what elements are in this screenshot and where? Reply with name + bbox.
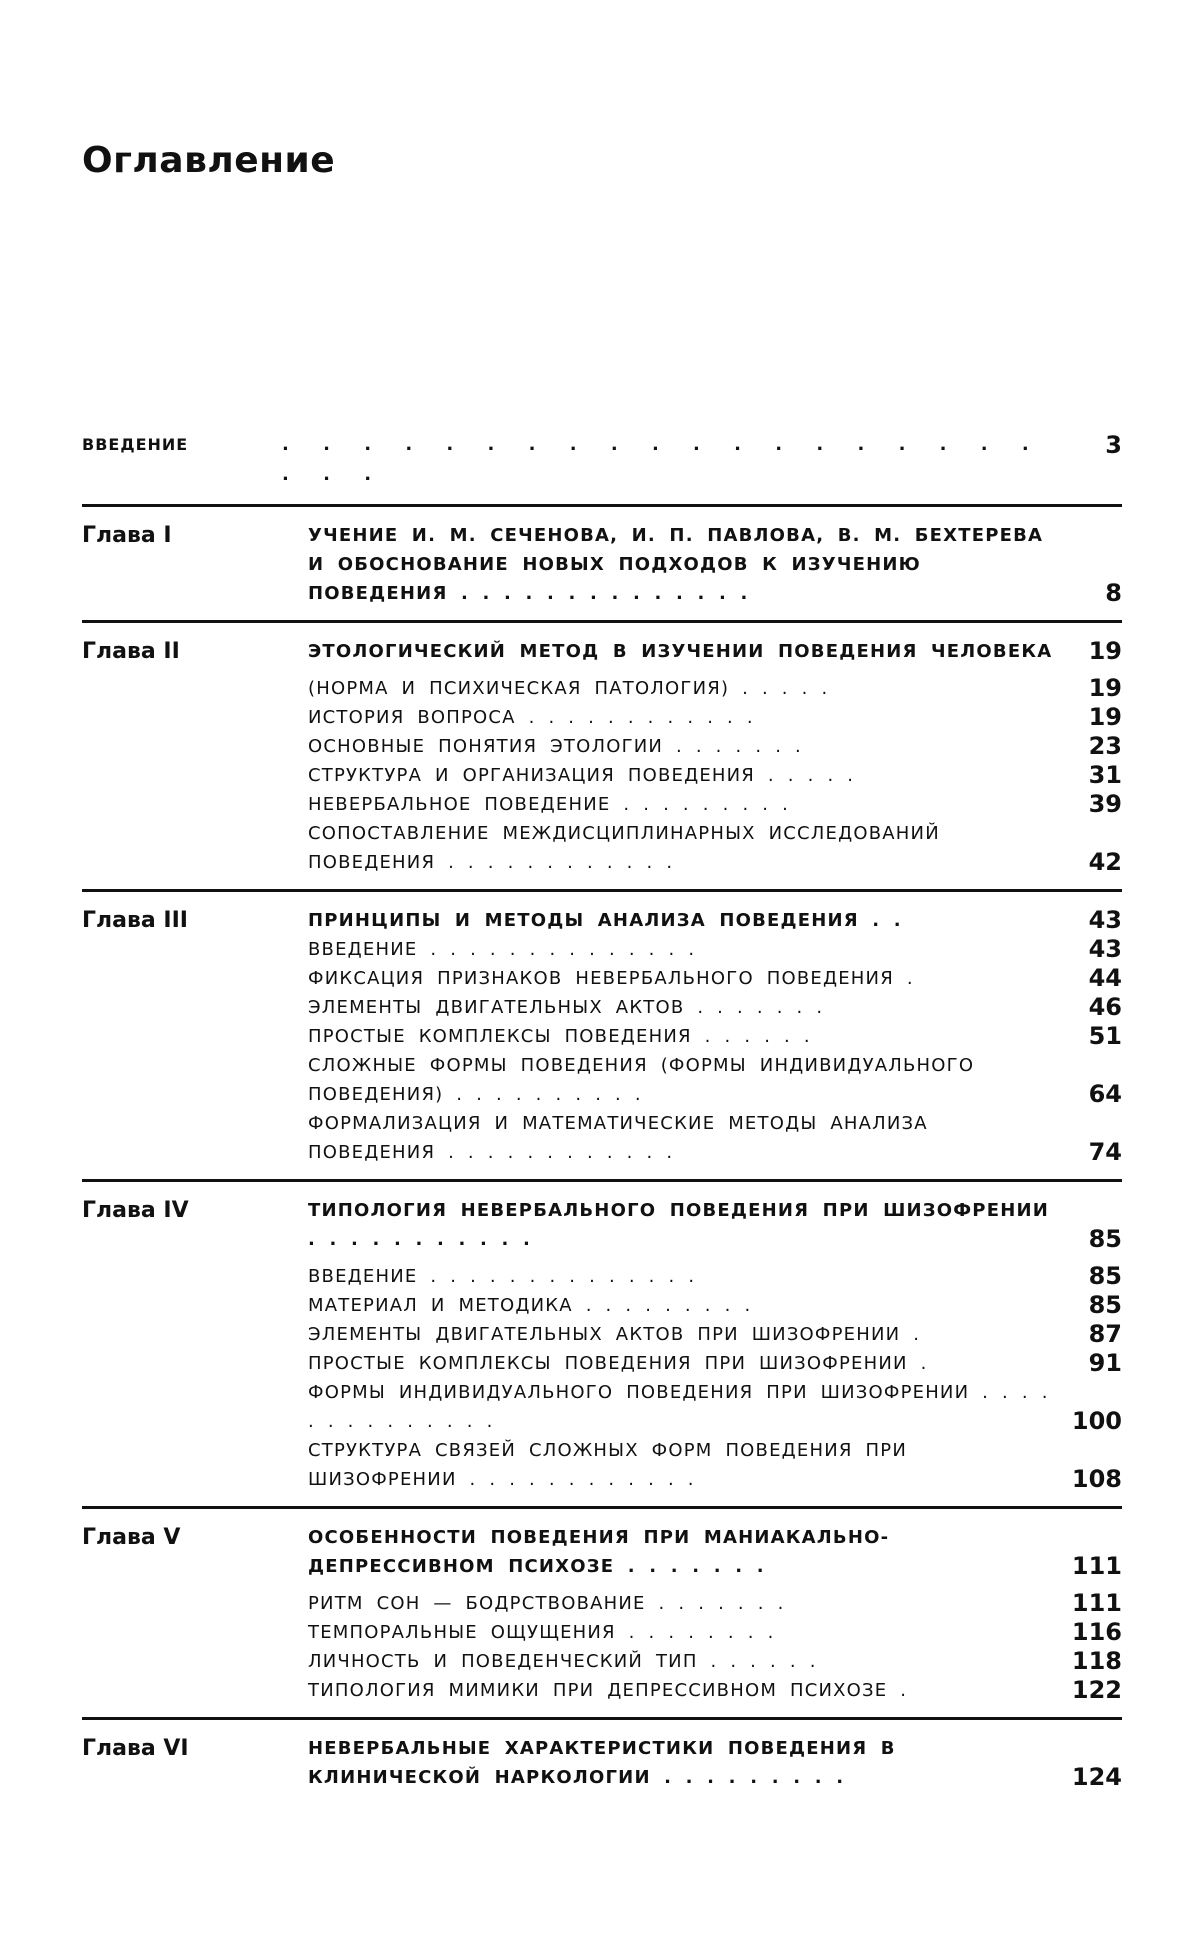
page-number: 42	[1088, 848, 1122, 876]
chapter-entries	[308, 637, 1122, 877]
entry-title: РИТМ СОН — БОДРСТВОВАНИЕ . . . . . . .	[308, 1593, 785, 1614]
page-number: 39	[1088, 790, 1122, 818]
toc-entry	[308, 1051, 1122, 1109]
toc-entry	[308, 1291, 1122, 1320]
chapter-label: Глава V	[82, 1525, 181, 1550]
page-number: 116	[1071, 1618, 1122, 1646]
page-number: 111	[1071, 1552, 1122, 1580]
toc-entry	[308, 1523, 1122, 1581]
entry-title: ФОРМАЛИЗАЦИЯ И МАТЕМАТИЧЕСКИЕ МЕТОДЫ АНАЛИЗА ПОВЕДЕНИЯ . . . . . . . . . . . .	[308, 1113, 928, 1163]
page-number: 85	[1088, 1291, 1122, 1319]
chapter-label: Глава III	[82, 908, 188, 933]
entry-title: СЛОЖНЫЕ ФОРМЫ ПОВЕДЕНИЯ (ФОРМЫ ИНДИВИДУАЛЬНОГО ПОВЕДЕНИЯ) . . . . . . . . . .	[308, 1055, 975, 1105]
page-number: 124	[1071, 1763, 1122, 1791]
entry-title: (НОРМА И ПСИХИЧЕСКАЯ ПАТОЛОГИЯ) . . . . .	[308, 678, 829, 699]
page-number: 74	[1088, 1138, 1122, 1166]
toc-entry	[308, 1734, 1122, 1792]
chapter-entries	[308, 521, 1122, 608]
page-number: 85	[1088, 1262, 1122, 1290]
chapter-entries	[308, 1196, 1122, 1494]
toc-entry	[308, 964, 1122, 993]
dot-leader: . . . . . . . . . . . . . . . . . . . . . .	[282, 434, 1043, 485]
chapter-label: Глава II	[82, 639, 180, 664]
entry-title: ПРИНЦИПЫ И МЕТОДЫ АНАЛИЗА ПОВЕДЕНИЯ . .	[308, 910, 902, 931]
toc-entry	[308, 521, 1122, 608]
toc-entry	[308, 1618, 1122, 1647]
page-number: 87	[1088, 1320, 1122, 1348]
entry-title: НЕВЕРБАЛЬНЫЕ ХАРАКТЕРИСТИКИ ПОВЕДЕНИЯ В КЛИНИЧЕСКОЙ НАРКОЛОГИИ . . . . . . . . .	[308, 1738, 896, 1788]
entry-title: ЭТОЛОГИЧЕСКИЙ МЕТОД В ИЗУЧЕНИИ ПОВЕДЕНИЯ ЧЕЛОВЕКА	[308, 641, 1053, 662]
entry-title: СТРУКТУРА СВЯЗЕЙ СЛОЖНЫХ ФОРМ ПОВЕДЕНИЯ ПРИ ШИЗОФРЕНИИ . . . . . . . . . . . .	[308, 1440, 907, 1490]
page-number: 46	[1088, 993, 1122, 1021]
toc-entry	[308, 761, 1122, 790]
toc-entry	[308, 906, 1122, 935]
chapter-section	[82, 1506, 1122, 1717]
page-number: 51	[1088, 1022, 1122, 1050]
toc-entry	[308, 790, 1122, 819]
page-number: 19	[1088, 703, 1122, 731]
chapter-section	[82, 889, 1122, 1179]
page-title: Оглавление	[82, 140, 336, 181]
toc-entry	[308, 1320, 1122, 1349]
toc-entry	[308, 637, 1122, 666]
toc-entry	[308, 703, 1122, 732]
entry-title: СТРУКТУРА И ОРГАНИЗАЦИЯ ПОВЕДЕНИЯ . . . . .	[308, 765, 855, 786]
page-number: 44	[1088, 964, 1122, 992]
page-number: 122	[1071, 1676, 1122, 1704]
entry-title: ИСТОРИЯ ВОПРОСА . . . . . . . . . . . .	[308, 707, 754, 728]
entry-title: ЛИЧНОСТЬ И ПОВЕДЕНЧЕСКИЙ ТИП . . . . . .	[308, 1651, 817, 1672]
page-number: 64	[1088, 1080, 1122, 1108]
entry-title: МАТЕРИАЛ И МЕТОДИКА . . . . . . . . .	[308, 1295, 752, 1316]
toc-entry	[308, 1589, 1122, 1618]
chapter-label: Глава I	[82, 523, 172, 548]
entry-title: ТИПОЛОГИЯ МИМИКИ ПРИ ДЕПРЕССИВНОМ ПСИХОЗЕ .	[308, 1680, 908, 1701]
chapter-entries	[308, 1523, 1122, 1705]
page-number: 31	[1088, 761, 1122, 789]
page-number: 19	[1088, 674, 1122, 702]
toc-entry	[308, 1262, 1122, 1291]
page-number: 85	[1088, 1225, 1122, 1253]
toc-entry	[308, 993, 1122, 1022]
page-number: 8	[1105, 579, 1122, 607]
entry-title: ОСОБЕННОСТИ ПОВЕДЕНИЯ ПРИ МАНИАКАЛЬНО-ДЕПРЕССИВНОМ ПСИХОЗЕ . . . . . . .	[308, 1527, 890, 1577]
toc-entry	[308, 819, 1122, 877]
page-number: 91	[1088, 1349, 1122, 1377]
page-number: 108	[1071, 1465, 1122, 1493]
page-number: 23	[1088, 732, 1122, 760]
entry-title: ЭЛЕМЕНТЫ ДВИГАТЕЛЬНЫХ АКТОВ ПРИ ШИЗОФРЕНИИ .	[308, 1324, 921, 1345]
toc-entry	[308, 1349, 1122, 1378]
page-number: 100	[1071, 1407, 1122, 1435]
toc-entry	[308, 1022, 1122, 1051]
toc-entry	[308, 1109, 1122, 1167]
chapter-entries	[308, 906, 1122, 1167]
toc-entry	[308, 732, 1122, 761]
chapter-entries	[308, 1734, 1122, 1792]
entry-title: ПРОСТЫЕ КОМПЛЕКСЫ ПОВЕДЕНИЯ . . . . . .	[308, 1026, 811, 1047]
entry-title: ПРОСТЫЕ КОМПЛЕКСЫ ПОВЕДЕНИЯ ПРИ ШИЗОФРЕНИИ .	[308, 1353, 928, 1374]
page-number: 3	[1105, 431, 1122, 459]
chapter-section	[82, 1179, 1122, 1506]
table-of-contents	[82, 430, 1122, 1804]
entry-title: ВВЕДЕНИЕ . . . . . . . . . . . . . .	[308, 939, 696, 960]
entry-title: УЧЕНИЕ И. М. СЕЧЕНОВА, И. П. ПАВЛОВА, В. М. БЕХТЕРЕВА И ОБОСНОВАНИЕ НОВЫХ ПОДХОДОВ К ИЗУЧЕНИЮ ПОВЕДЕНИЯ . . . . . . . . . . . . . .	[308, 525, 1044, 604]
page-number: 19	[1088, 637, 1122, 665]
toc-intro-row	[82, 430, 1122, 490]
page-number: 111	[1071, 1589, 1122, 1617]
chapter-section	[82, 1717, 1122, 1804]
toc-entry	[308, 1196, 1122, 1254]
toc-entry	[308, 674, 1122, 703]
chapter-section	[82, 620, 1122, 889]
chapter-section	[82, 504, 1122, 620]
page-number: 43	[1088, 906, 1122, 934]
entry-title: ФИКСАЦИЯ ПРИЗНАКОВ НЕВЕРБАЛЬНОГО ПОВЕДЕНИЯ .	[308, 968, 914, 989]
toc-entry	[308, 1676, 1122, 1705]
chapter-label: Глава VI	[82, 1736, 189, 1761]
entry-title: ВВЕДЕНИЕ . . . . . . . . . . . . . .	[308, 1266, 696, 1287]
entry-title: ФОРМЫ ИНДИВИДУАЛЬНОГО ПОВЕДЕНИЯ ПРИ ШИЗОФРЕНИИ . . . . . . . . . . . . . .	[308, 1382, 1049, 1432]
chapter-label: Глава IV	[82, 1198, 189, 1223]
entry-title: ЭЛЕМЕНТЫ ДВИГАТЕЛЬНЫХ АКТОВ . . . . . . .	[308, 997, 824, 1018]
intro-label: ВВЕДЕНИЕ	[82, 435, 189, 454]
entry-title: ТЕМПОРАЛЬНЫЕ ОЩУЩЕНИЯ . . . . . . . .	[308, 1622, 775, 1643]
entry-title: СОПОСТАВЛЕНИЕ МЕЖДИСЦИПЛИНАРНЫХ ИССЛЕДОВАНИЙ ПОВЕДЕНИЯ . . . . . . . . . . . .	[308, 823, 940, 873]
page-number: 118	[1071, 1647, 1122, 1675]
entry-title: ОСНОВНЫЕ ПОНЯТИЯ ЭТОЛОГИИ . . . . . . .	[308, 736, 802, 757]
page-number: 43	[1088, 935, 1122, 963]
toc-entry	[308, 1378, 1122, 1436]
entry-title: НЕВЕРБАЛЬНОЕ ПОВЕДЕНИЕ . . . . . . . . .	[308, 794, 790, 815]
toc-entry	[308, 935, 1122, 964]
toc-entry	[308, 1436, 1122, 1494]
toc-entry	[308, 1647, 1122, 1676]
entry-title: ТИПОЛОГИЯ НЕВЕРБАЛЬНОГО ПОВЕДЕНИЯ ПРИ ШИЗОФРЕНИИ . . . . . . . . . . .	[308, 1200, 1049, 1250]
